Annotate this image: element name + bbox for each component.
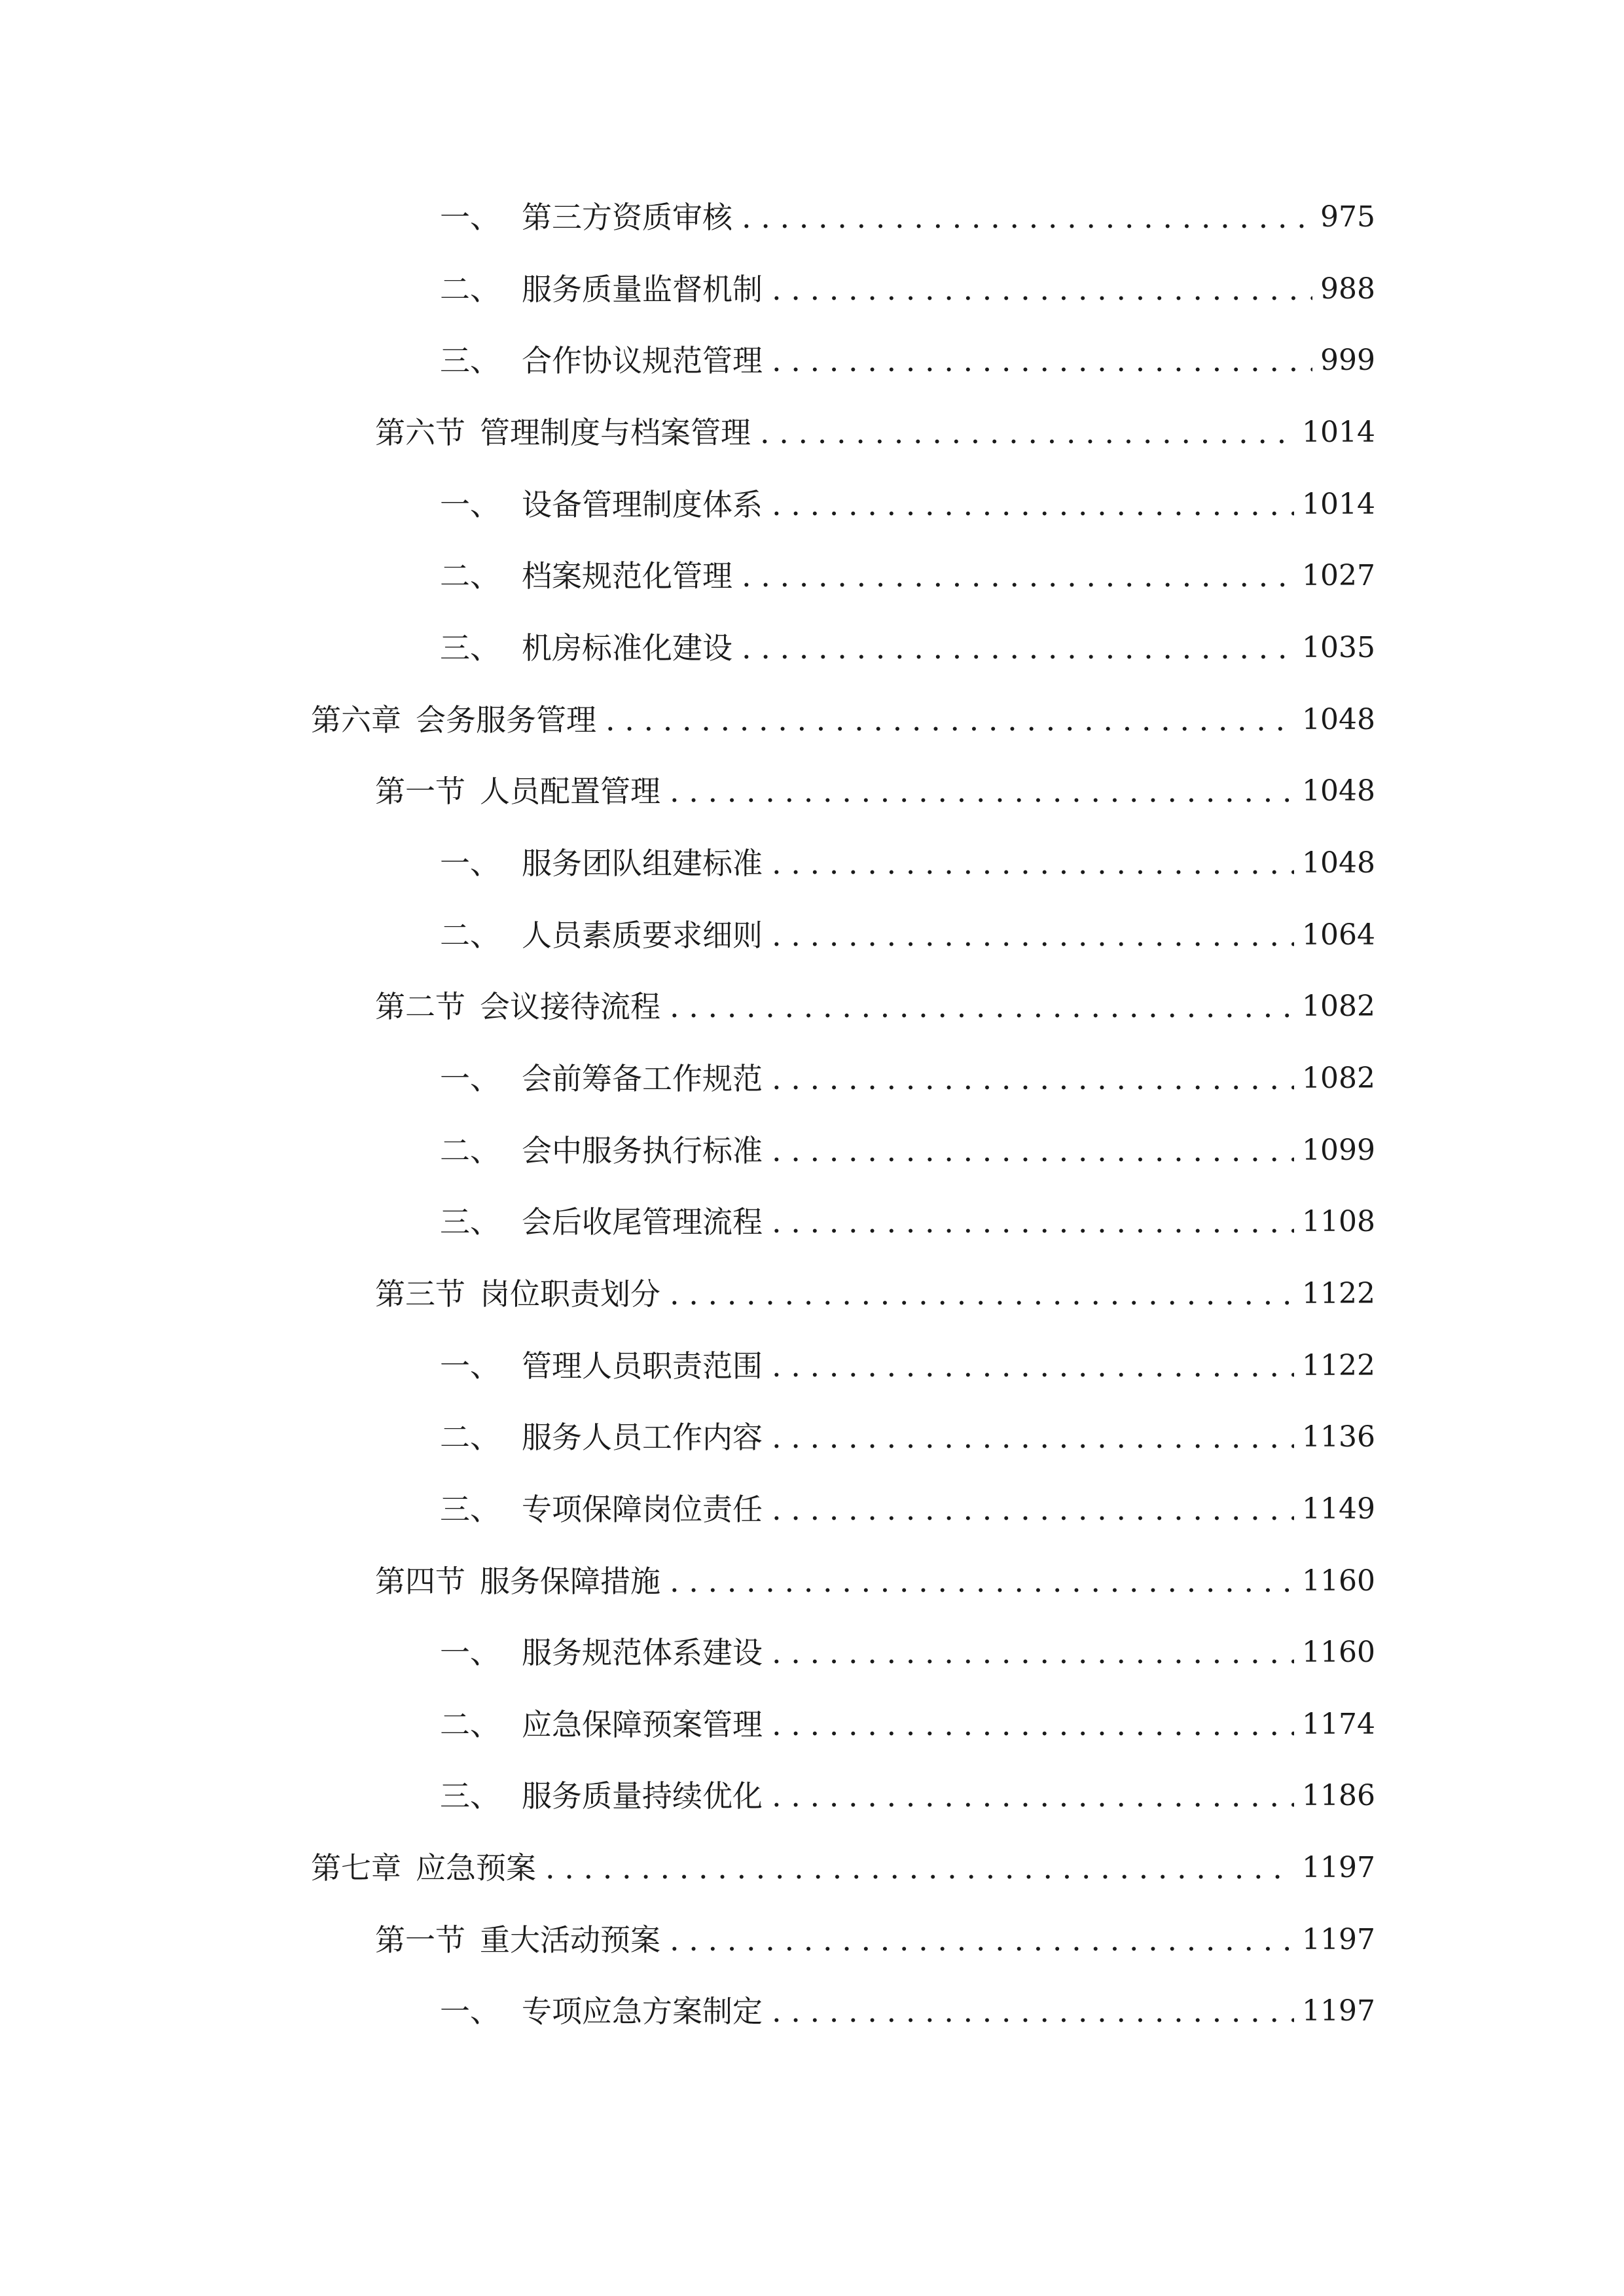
toc-entry-page: 1136 [1302, 1420, 1375, 1454]
toc-entry-title: 应急预案 [416, 1850, 536, 1886]
toc-entry-number: 二、 [440, 1420, 500, 1455]
toc-entry-page: 1027 [1302, 559, 1375, 592]
toc-entry[interactable] [440, 612, 1375, 684]
toc-entry-title: 人员素质要求细则 [522, 918, 763, 953]
toc-entry-title: 服务规范体系建设 [522, 1635, 763, 1670]
toc-entry-page: 975 [1320, 200, 1375, 234]
toc-entry-title: 管理人员职责范围 [522, 1348, 763, 1384]
toc-entry-number: 一、 [440, 1635, 500, 1670]
toc-entry-title: 服务人员工作内容 [522, 1420, 763, 1455]
dot-leader [545, 1853, 1294, 1883]
toc-entry-page: 1160 [1302, 1636, 1375, 1669]
toc-entry-title: 第三方资质审核 [522, 200, 732, 235]
toc-entry-number: 一、 [440, 487, 500, 522]
toc-entry-page: 1197 [1302, 1923, 1375, 1956]
toc-entry-title: 会前筹备工作规范 [522, 1061, 763, 1096]
toc-entry[interactable] [440, 1330, 1375, 1402]
toc-entry-number: 第三节 [375, 1276, 465, 1312]
toc-entry-number: 一、 [440, 846, 500, 881]
toc-entry-title: 档案规范化管理 [522, 558, 732, 594]
toc-entry-page: 1122 [1302, 1349, 1375, 1382]
dot-leader [605, 705, 1294, 735]
dot-leader [772, 1207, 1294, 1237]
toc-entry[interactable] [440, 325, 1375, 397]
dot-leader [772, 1638, 1294, 1668]
dot-leader [742, 202, 1312, 232]
toc-entry-title: 人员配置管理 [480, 774, 660, 809]
toc-entry-title: 专项应急方案制定 [522, 1994, 763, 2029]
toc-entry[interactable] [375, 1545, 1375, 1617]
toc-entry-number: 第七章 [311, 1850, 401, 1886]
toc-entry-page: 1064 [1302, 918, 1375, 952]
dot-leader [670, 776, 1294, 806]
toc-entry-page: 1174 [1302, 1708, 1375, 1741]
dot-leader [742, 561, 1294, 591]
toc-entry[interactable] [375, 397, 1375, 469]
toc-entry-page: 1099 [1302, 1134, 1375, 1167]
toc-entry-page: 1197 [1302, 1994, 1375, 2028]
toc-entry-page: 999 [1320, 344, 1375, 377]
dot-leader [760, 418, 1294, 448]
dot-leader [742, 633, 1294, 663]
dot-leader [670, 1279, 1294, 1309]
dot-leader [772, 920, 1294, 950]
dot-leader [772, 1710, 1294, 1740]
toc-entry[interactable] [375, 1904, 1375, 1976]
toc-entry-page: 1186 [1302, 1779, 1375, 1812]
toc-entry-title: 岗位职责划分 [480, 1276, 660, 1312]
toc-entry[interactable] [440, 540, 1375, 612]
toc-entry-page: 1048 [1302, 774, 1375, 808]
dot-leader [670, 1925, 1294, 1955]
toc-entry[interactable] [311, 684, 1375, 756]
toc-entry-number: 三、 [440, 1492, 500, 1527]
toc-entry-title: 应急保障预案管理 [522, 1707, 763, 1742]
toc-entry[interactable] [440, 1401, 1375, 1473]
dot-leader [772, 490, 1294, 520]
toc-entry-page: 1122 [1302, 1277, 1375, 1310]
toc-entry-page: 1035 [1302, 631, 1375, 664]
toc-entry-page: 1149 [1302, 1492, 1375, 1526]
toc-entry-number: 一、 [440, 1061, 500, 1096]
dot-leader [772, 1136, 1294, 1166]
toc-entry[interactable] [440, 899, 1375, 971]
toc-entry-number: 二、 [440, 272, 500, 307]
dot-leader [772, 1781, 1294, 1811]
toc-entry-number: 三、 [440, 630, 500, 666]
toc-entry-title: 服务保障措施 [480, 1564, 660, 1599]
dot-leader [772, 274, 1312, 304]
toc-entry-title: 重大活动预案 [480, 1922, 660, 1958]
toc-entry-title: 服务团队组建标准 [522, 846, 763, 881]
toc-entry-title: 合作协议规范管理 [522, 343, 763, 378]
toc-entry-title: 专项保障岗位责任 [522, 1492, 763, 1527]
toc-entry[interactable] [375, 755, 1375, 827]
dot-leader [772, 1064, 1294, 1094]
toc-entry-page: 1014 [1302, 416, 1375, 449]
toc-entry-number: 二、 [440, 1133, 500, 1168]
dot-leader [772, 848, 1294, 878]
toc-entry-page: 988 [1320, 272, 1375, 306]
toc-entry-number: 二、 [440, 918, 500, 953]
toc-entry-number: 第六节 [375, 415, 465, 450]
toc-entry-number: 二、 [440, 1707, 500, 1742]
toc-entry-title: 机房标准化建设 [522, 630, 732, 666]
toc-entry-page: 1048 [1302, 703, 1375, 736]
dot-leader [772, 1996, 1294, 2026]
toc-entry[interactable] [375, 1258, 1375, 1330]
toc-entry[interactable] [311, 1832, 1375, 1904]
toc-entry-title: 管理制度与档案管理 [480, 415, 751, 450]
toc-entry-page: 1048 [1302, 846, 1375, 880]
toc-entry-title: 设备管理制度体系 [522, 487, 763, 522]
toc-entry-number: 一、 [440, 200, 500, 235]
toc-entry-number: 三、 [440, 1778, 500, 1814]
dot-leader [772, 346, 1312, 376]
toc-entry-page: 1160 [1302, 1564, 1375, 1598]
toc-entry-page: 1014 [1302, 488, 1375, 521]
dot-leader [772, 1351, 1294, 1381]
toc-entry-number: 第四节 [375, 1564, 465, 1599]
toc-entry-title: 服务质量监督机制 [522, 272, 763, 307]
toc-entry-title: 服务质量持续优化 [522, 1778, 763, 1814]
toc-entry[interactable] [440, 1115, 1375, 1187]
dot-leader [670, 992, 1294, 1022]
toc-entry-title: 会议接待流程 [480, 989, 660, 1024]
dot-leader [772, 1422, 1294, 1452]
toc-entry[interactable] [440, 1617, 1375, 1689]
dot-leader [670, 1566, 1294, 1596]
toc-entry-page: 1082 [1302, 990, 1375, 1023]
toc-entry[interactable] [440, 1689, 1375, 1761]
toc-entry-title: 会后收尾管理流程 [522, 1204, 763, 1240]
toc-entry[interactable] [440, 1975, 1375, 2047]
toc-entry-page: 1082 [1302, 1062, 1375, 1095]
toc-entry-page: 1108 [1302, 1205, 1375, 1238]
toc-entry-title: 会务服务管理 [416, 702, 596, 738]
toc-entry-number: 三、 [440, 1204, 500, 1240]
toc-entry-number: 第六章 [311, 702, 401, 738]
toc-entry[interactable] [440, 1473, 1375, 1545]
toc-entry-number: 一、 [440, 1994, 500, 2029]
toc-entry[interactable] [440, 253, 1375, 325]
toc-entry-number: 第二节 [375, 989, 465, 1024]
toc-entry-number: 第一节 [375, 1922, 465, 1958]
toc-entry[interactable] [440, 181, 1375, 253]
dot-leader [772, 1494, 1294, 1524]
toc-entry[interactable] [440, 1186, 1375, 1258]
toc-entry[interactable] [440, 1043, 1375, 1115]
toc-entry-number: 一、 [440, 1348, 500, 1384]
toc-entry-page: 1197 [1302, 1851, 1375, 1884]
toc-entry[interactable] [440, 1760, 1375, 1832]
toc-entry[interactable] [440, 469, 1375, 541]
toc-entry[interactable] [375, 971, 1375, 1043]
toc-entry-title: 会中服务执行标准 [522, 1133, 763, 1168]
toc-entry-number: 第一节 [375, 774, 465, 809]
toc-entry-number: 三、 [440, 343, 500, 378]
toc-entry-number: 二、 [440, 558, 500, 594]
toc-entry[interactable] [440, 827, 1375, 899]
